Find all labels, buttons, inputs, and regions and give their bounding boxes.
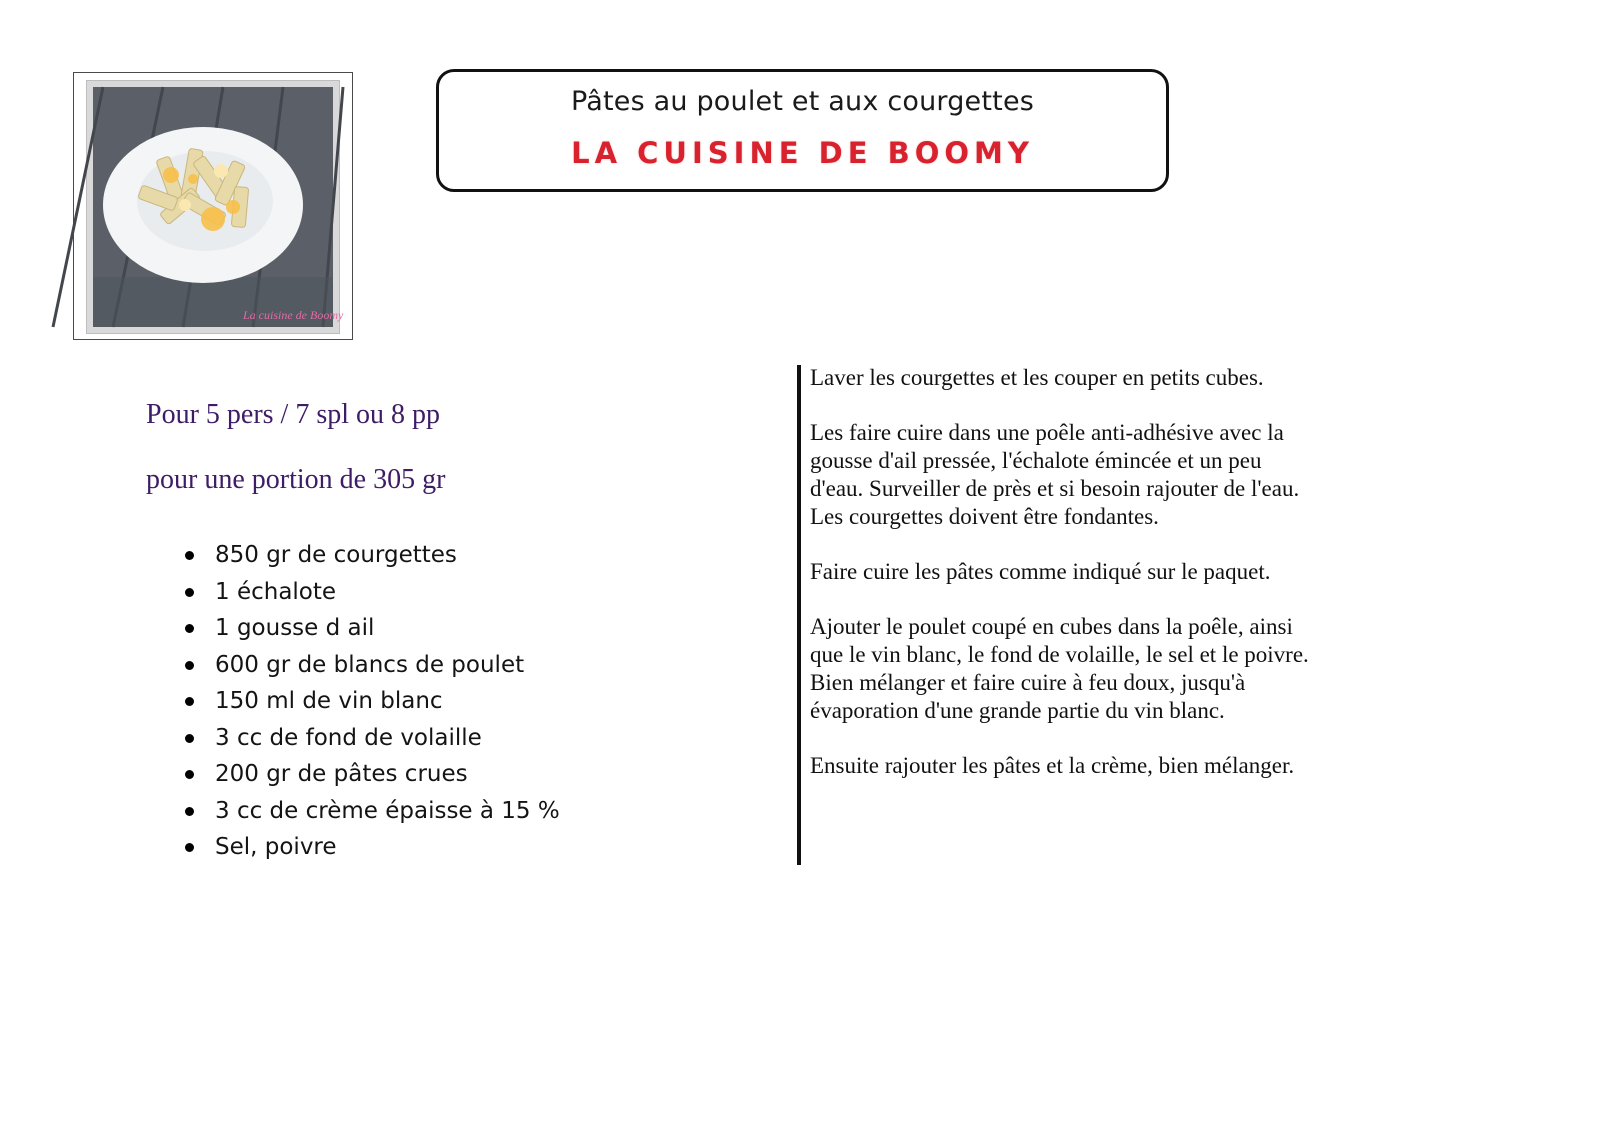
- bullet-icon: [185, 843, 194, 852]
- ingredient-item: [185, 610, 560, 647]
- instruction-line: Faire cuire les pâtes comme indiqué sur le paquet.: [810, 559, 1271, 584]
- pasta-dish-icon: [93, 87, 344, 327]
- instruction-line: que le vin blanc, le fond de volaille, le sel et le poivre.: [810, 642, 1309, 667]
- instruction-step: [810, 558, 1410, 586]
- ingredient-text: 1 gousse d ail: [215, 615, 375, 641]
- instruction-line: Laver les courgettes et les couper en petits cubes.: [810, 365, 1264, 390]
- instruction-step: [810, 613, 1410, 725]
- ingredient-text: 200 gr de pâtes crues: [215, 761, 468, 787]
- bullet-icon: [185, 807, 194, 816]
- instruction-line: Ajouter le poulet coupé en cubes dans la poêle, ainsi: [810, 614, 1293, 639]
- ingredients-list: [185, 537, 560, 866]
- instruction-line: Ensuite rajouter les pâtes et la crème, bien mélanger.: [810, 753, 1295, 778]
- ingredient-item: [185, 720, 560, 757]
- ingredient-item: [185, 829, 560, 866]
- ingredient-text: 600 gr de blancs de poulet: [215, 651, 525, 678]
- ingredient-text: 3 cc de fond de volaille: [215, 724, 482, 751]
- ingredient-item: [185, 683, 560, 720]
- instruction-line: d'eau. Surveiller de près et si besoin rajouter de l'eau.: [810, 476, 1300, 501]
- portion-size: pour une portion de 305 gr: [146, 464, 446, 495]
- recipe-title: Pâtes au poulet et aux courgettes: [570, 86, 1035, 117]
- recipe-photo: [87, 81, 344, 333]
- instruction-line: Bien mélanger et faire cuire à feu doux, jusqu'à: [810, 670, 1246, 695]
- instruction-line: Les courgettes doivent être fondantes.: [810, 504, 1159, 529]
- instruction-step: [810, 419, 1410, 531]
- instruction-line: gousse d'ail pressée, l'échalote émincée et un peu: [810, 448, 1262, 473]
- instruction-step: [810, 364, 1410, 392]
- ingredient-text: 850 gr de courgettes: [215, 542, 457, 568]
- ingredient-item: [185, 537, 560, 574]
- bullet-icon: [185, 551, 194, 560]
- ingredient-item: [185, 756, 560, 793]
- ingredient-text: 150 ml de vin blanc: [215, 688, 443, 714]
- instructions: [810, 364, 1410, 807]
- bullet-icon: [185, 697, 194, 706]
- blog-name: LA CUISINE DE BOOMY: [571, 136, 1034, 170]
- photo-watermark: La cuisine de Boomy: [243, 308, 344, 322]
- ingredient-text: 3 cc de crème épaisse à 15 %: [215, 797, 560, 824]
- bullet-icon: [185, 734, 194, 743]
- instruction-line: évaporation d'une grande partie du vin blanc.: [810, 698, 1225, 723]
- column-divider: [797, 365, 801, 865]
- recipe-photo-frame: [73, 72, 353, 340]
- instruction-line: Les faire cuire dans une poêle anti-adhésive avec la: [810, 420, 1284, 445]
- ingredient-item: [185, 793, 560, 830]
- servings-count: Pour 5 pers / 7 spl ou 8 pp: [146, 399, 440, 430]
- ingredient-text: Sel, poivre: [215, 834, 337, 860]
- ingredient-item: [185, 574, 560, 611]
- bullet-icon: [185, 588, 194, 597]
- instruction-step: [810, 752, 1410, 780]
- ingredient-item: [185, 647, 560, 684]
- title-box: [436, 69, 1169, 192]
- bullet-icon: [185, 661, 194, 670]
- ingredient-text: 1 échalote: [215, 578, 337, 605]
- bullet-icon: [185, 770, 194, 779]
- bullet-icon: [185, 624, 194, 633]
